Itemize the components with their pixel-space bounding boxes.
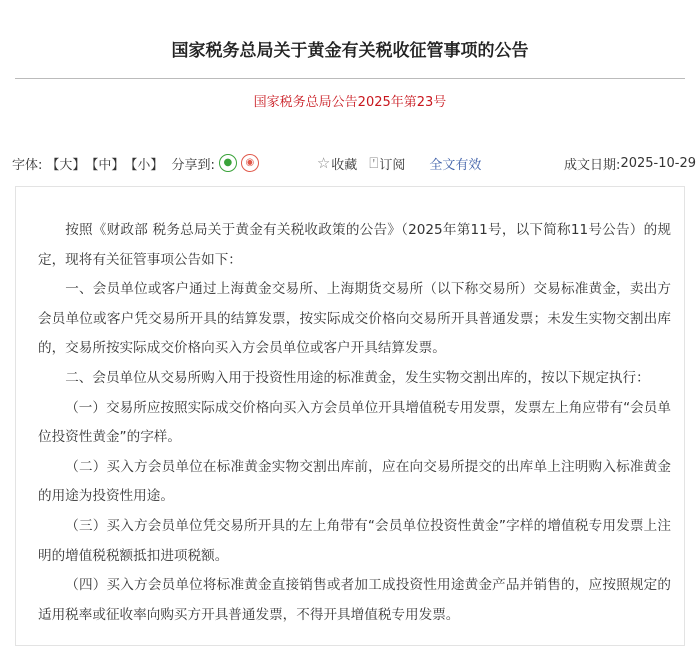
document-number: 国家税务总局公告2025年第23号 — [253, 95, 447, 110]
article-body — [15, 186, 685, 646]
paragraph: 一、会员单位或客户通过上海黄金交易所、上海期货交易所（以下称交易所）交易标准黄金，卖出方会员单位或客户凭交易所开具的结算发票，按实际成交价格向交易所开具普通发票；未发生实物交割出库的，交易所按实际成交价格向买入方会员单位或客户开具结算发票。 — [38, 281, 671, 357]
favorite-label: 收藏 — [331, 157, 358, 173]
divider — [15, 78, 685, 79]
paragraph: 按照《财政部 税务总局关于黄金有关税收政策的公告》（2025年第11号，以下简称11号公告）的规定，现将有关征管事项公告如下： — [38, 222, 671, 268]
paragraph: （三）买入方会员单位凭交易所开具的左上角带有“会员单位投资性黄金”字样的增值税专用发票上注明的增值税税额抵扣进项税额。 — [38, 517, 671, 564]
page-title: 国家税务总局关于黄金有关税收征管事项的公告 — [171, 41, 529, 61]
paragraph: （二）买入方会员单位在标准黄金实物交割出库前，应在向交易所提交的出库单上注明购入标准黄金的用途为投资性用途。 — [38, 458, 671, 505]
font-large-button[interactable]: 【大】 — [46, 157, 86, 173]
validity-status: 全文有效 — [429, 157, 482, 173]
favorite-button[interactable] — [317, 154, 357, 173]
font-size-label: 字体: — [12, 157, 43, 173]
share-label: 分享到: — [171, 157, 215, 173]
wechat-icon[interactable]: ● — [219, 154, 237, 172]
date-value: 2025-10-29 — [620, 155, 696, 171]
bookmark-icon: ⍞ — [369, 154, 379, 172]
star-icon: ☆ — [316, 154, 331, 172]
font-medium-button[interactable]: 【中】 — [85, 157, 125, 173]
font-small-button[interactable]: 【小】 — [124, 157, 164, 173]
subscribe-label: 订阅 — [379, 157, 406, 173]
weibo-icon[interactable]: ◉ — [241, 154, 259, 172]
paragraph: 二、会员单位从交易所购入用于投资性用途的标准黄金，发生实物交割出库的，按以下规定执行： — [65, 369, 650, 386]
paragraph: （四）买入方会员单位将标准黄金直接销售或者加工成投资性用途黄金产品并销售的，应按照规定的适用税率或征收率向购买方开具普通发票，不得开具增值税专用发票。 — [38, 577, 671, 623]
article-toolbar — [12, 152, 696, 174]
paragraph: （一）交易所应按照实际成交价格向买入方会员单位开具增值税专用发票，发票左上角应带有“会员单位投资性黄金”的字样。 — [38, 399, 671, 446]
subscribe-button[interactable] — [369, 154, 405, 173]
date-label: 成文日期: — [564, 157, 621, 173]
